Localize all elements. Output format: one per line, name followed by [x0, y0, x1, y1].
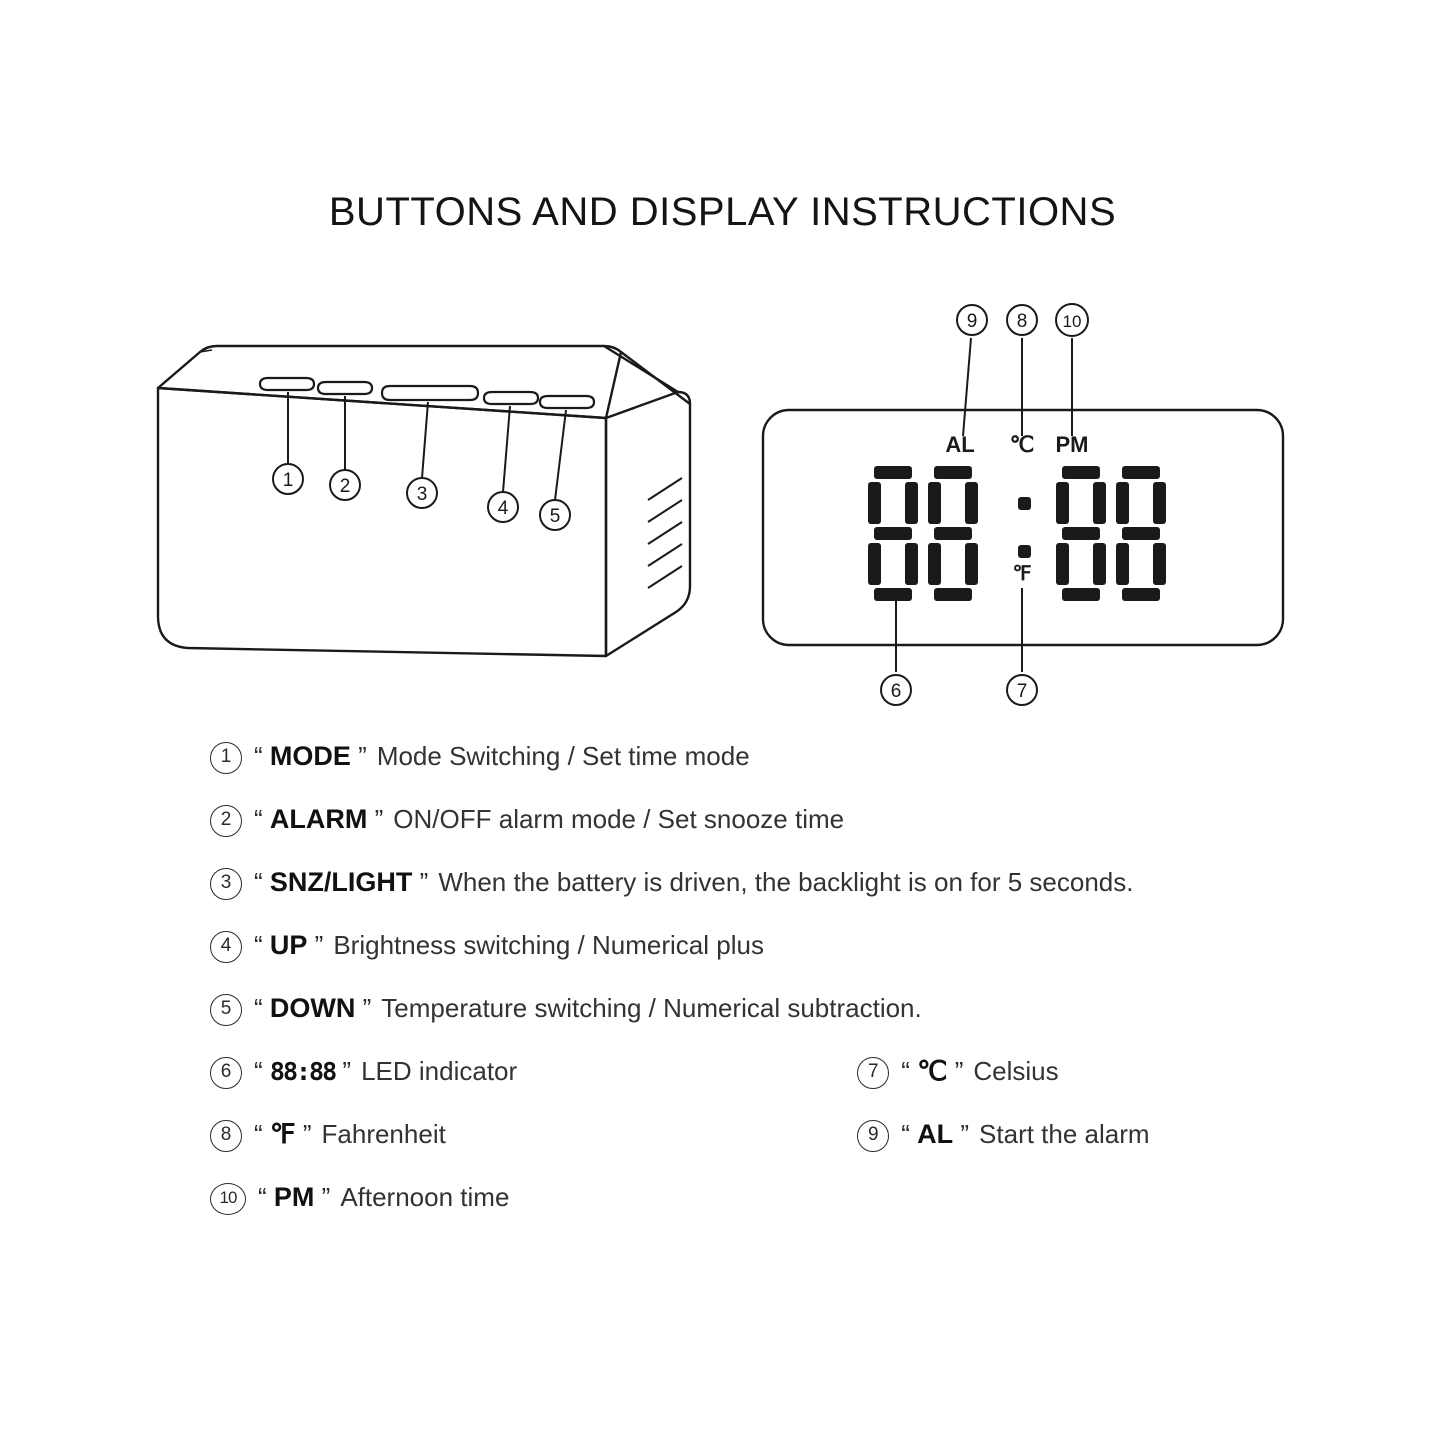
open-quote: “: [254, 741, 263, 771]
legend-key-3: [254, 866, 428, 900]
legend-item-row-6-7: [210, 1055, 1280, 1107]
digit-colon: [1018, 497, 1031, 558]
indicator-al-label: AL: [945, 432, 975, 457]
legend-key-2: [254, 803, 383, 837]
legend-key-text-6: 88:88: [269, 1057, 336, 1086]
button-mode: [260, 378, 314, 390]
legend-key-text-7: ℃: [917, 1056, 948, 1086]
open-quote: “: [258, 1182, 267, 1212]
button-up: [484, 392, 538, 404]
indicator-pm-label: PM: [1055, 432, 1089, 457]
legend-desc-10: Afternoon time: [340, 1182, 510, 1212]
legend-key-5: [254, 992, 371, 1026]
legend-item-1: [210, 740, 1280, 792]
callout-10-label: 10: [1062, 312, 1082, 331]
close-quote: ”: [314, 930, 324, 960]
close-quote: ”: [362, 993, 372, 1023]
close-quote: ”: [342, 1056, 352, 1086]
legend-key-text-3: SNZ/LIGHT: [269, 867, 413, 897]
open-quote: “: [254, 930, 263, 960]
legend-item-5: [210, 992, 1280, 1044]
legend-key-text-10: PM: [273, 1182, 315, 1212]
legend-item-6: [210, 1055, 850, 1092]
legend-item-3: [210, 866, 1280, 918]
close-quote: ”: [960, 1119, 970, 1149]
open-quote: “: [901, 1056, 910, 1086]
legend-desc-9: Start the alarm: [979, 1119, 1150, 1149]
callout-5-label: 5: [549, 506, 561, 527]
close-quote: ”: [374, 804, 384, 834]
open-quote: “: [254, 1056, 263, 1086]
button-down: [540, 396, 594, 408]
legend-number-6: 6: [210, 1057, 242, 1089]
legend-key-8: [254, 1118, 312, 1152]
legend-number-2: 2: [210, 805, 242, 837]
legend-number-7: 7: [857, 1057, 889, 1089]
legend-key-7: [901, 1055, 963, 1089]
legend-key-9: [901, 1118, 969, 1152]
callout-1-label: 1: [282, 470, 294, 491]
legend-key-4: [254, 929, 323, 963]
legend-number-4: 4: [210, 931, 242, 963]
callout-9-label: 9: [966, 311, 978, 332]
legend-desc-6: LED indicator: [361, 1056, 518, 1086]
legend-number-10: 10: [210, 1183, 246, 1215]
digit-1: [868, 466, 918, 601]
legend-item-4: [210, 929, 1280, 981]
digit-4: [1116, 466, 1166, 601]
legend-key-1: [254, 740, 367, 774]
legend-key-text-5: DOWN: [269, 993, 356, 1023]
legend-item-7: [857, 1055, 1058, 1092]
legend-desc-8: Fahrenheit: [321, 1119, 446, 1149]
legend-number-1: 1: [210, 742, 242, 774]
close-quote: ”: [358, 741, 367, 771]
open-quote: “: [254, 993, 263, 1023]
legend-item-row-8-9: [210, 1118, 1280, 1170]
legend-list: [210, 740, 1280, 1244]
open-quote: “: [254, 1119, 263, 1149]
display-callout-leaders: [896, 338, 1072, 672]
callout-4-label: 4: [497, 498, 509, 519]
legend-number-3: 3: [210, 868, 242, 900]
legend-desc-2: ON/OFF alarm mode / Set snooze time: [393, 804, 845, 834]
open-quote: “: [901, 1119, 910, 1149]
close-quote: ”: [302, 1119, 312, 1149]
legend-key-text-8: ℉: [269, 1119, 296, 1149]
callout-8-label: 8: [1016, 311, 1028, 332]
legend-desc-4: Brightness switching / Numerical plus: [333, 930, 764, 960]
digit-3: [1056, 466, 1106, 601]
legend-key-10: [258, 1181, 330, 1215]
legend-item-8: [210, 1118, 850, 1155]
indicator-fahrenheit-label: ℉: [1012, 563, 1032, 585]
page-title: BUTTONS AND DISPLAY INSTRUCTIONS: [328, 190, 1117, 234]
legend-desc-7: Celsius: [973, 1056, 1059, 1086]
legend-item-9: [857, 1118, 1149, 1155]
open-quote: “: [254, 867, 263, 897]
digit-2: [928, 466, 978, 601]
legend-key-text-2: ALARM: [269, 804, 368, 834]
legend-desc-1: Mode Switching / Set time mode: [376, 741, 750, 771]
close-quote: ”: [954, 1056, 964, 1086]
legend-number-8: 8: [210, 1120, 242, 1152]
callout-3-label: 3: [416, 484, 428, 505]
close-quote: ”: [321, 1182, 331, 1212]
legend-item-2: [210, 803, 1280, 855]
legend-key-6: [254, 1055, 351, 1088]
callout-6-label: 6: [890, 681, 902, 702]
speaker-grille: [648, 478, 682, 588]
close-quote: ”: [419, 867, 429, 897]
legend-key-text-1: MODE: [269, 741, 351, 771]
legend-number-9: 9: [857, 1120, 889, 1152]
legend-key-text-9: AL: [917, 1119, 954, 1149]
callout-7-label: 7: [1016, 681, 1028, 702]
open-quote: “: [254, 804, 263, 834]
indicator-celsius-label: ℃: [1009, 432, 1035, 457]
legend-desc-3: When the battery is driven, the backlight is on for 5 seconds.: [438, 867, 1134, 897]
button-alarm: [318, 382, 372, 394]
legend-key-text-4: UP: [269, 930, 308, 960]
callout-2-label: 2: [339, 476, 351, 497]
legend-desc-5: Temperature switching / Numerical subtraction.: [381, 993, 922, 1023]
legend-item-10: [210, 1181, 1280, 1233]
button-snz-light: [382, 386, 478, 400]
legend-number-5: 5: [210, 994, 242, 1026]
